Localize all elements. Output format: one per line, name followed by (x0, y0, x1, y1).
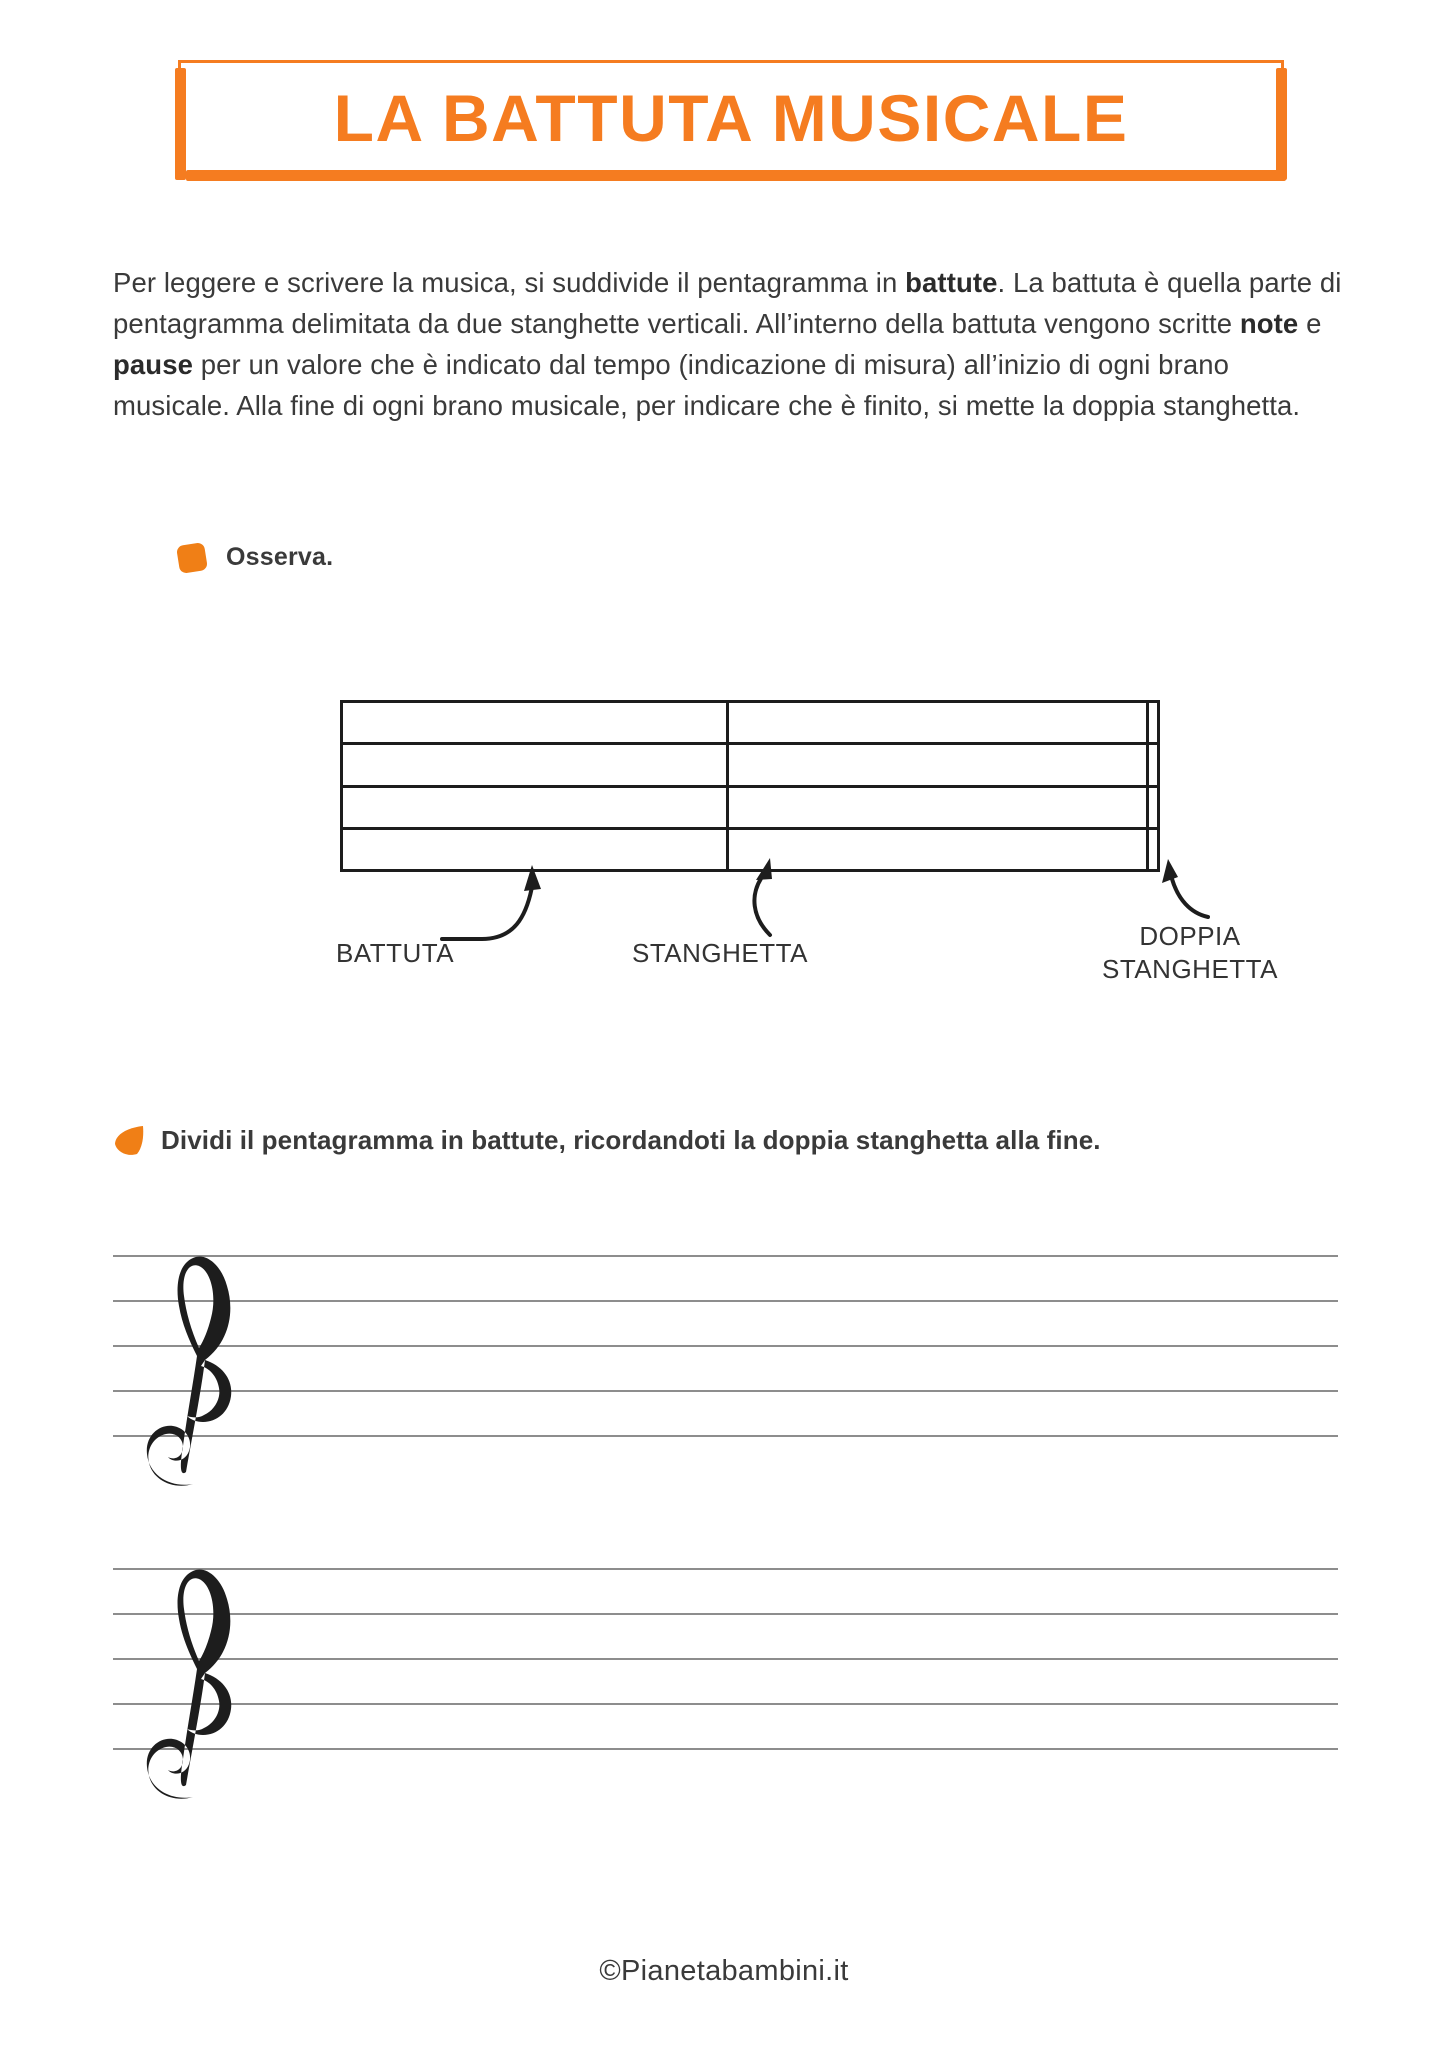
staff-line (113, 1345, 1338, 1347)
staff-line (113, 1568, 1338, 1570)
staff-line (340, 742, 1160, 745)
arrow-path-battuta (442, 887, 532, 939)
practice-staff-2[interactable] (113, 1568, 1338, 1748)
staff-line (113, 1255, 1338, 1257)
arrow-path-doppia (1172, 879, 1208, 917)
intro-text-part-1: Per leggere e scrivere la musica, si suddivide il pentagramma in (113, 267, 906, 298)
double-barline-second (1157, 700, 1160, 872)
staff-line (113, 1390, 1338, 1392)
example-staff-diagram (340, 700, 1170, 880)
intro-paragraph (113, 262, 1343, 426)
arrow-head-stanghetta (756, 858, 772, 880)
staff-line (113, 1435, 1338, 1437)
staff-line (113, 1748, 1338, 1750)
arrow-head-doppia (1162, 859, 1178, 883)
observe-section-header (178, 543, 333, 572)
staff-line (113, 1613, 1338, 1615)
label-stanghetta: STANGHETTA (632, 938, 808, 968)
staff-line (113, 1658, 1338, 1660)
intro-bold-note: note (1239, 308, 1299, 339)
staff-line (113, 1300, 1338, 1302)
staff-line (340, 827, 1160, 830)
intro-bold-pause: pause (113, 349, 193, 380)
intro-text-conjunction: e (1298, 308, 1322, 339)
barline-middle (726, 700, 729, 872)
intro-bold-battute: battute (905, 267, 998, 298)
label-doppia-line-2: STANGHETTA (1102, 954, 1278, 984)
double-barline-first (1146, 700, 1149, 872)
arrow-path-stanghetta (754, 877, 770, 935)
label-doppia-line-1: DOPPIA (1139, 921, 1241, 951)
practice-staff-1[interactable] (113, 1255, 1338, 1435)
intro-text-part-2: . La battuta è quella parte di pentagramma delimitata da due stanghette verticali. All’interno della battuta vengono scritte (113, 267, 1342, 339)
observe-label: Osserva. (226, 543, 334, 571)
arrow-head-battuta (524, 865, 541, 891)
staff-line (113, 1703, 1338, 1705)
treble-clef-icon (131, 1513, 241, 1803)
exercise-instruction-label: Dividi il pentagramma in battute, ricordandoti la doppia stanghetta alla fine. (161, 1124, 1101, 1155)
diagram-staff (340, 700, 1160, 872)
footer-credit: ©Pianetabambini.it (599, 1955, 849, 1987)
label-battuta: BATTUTA (336, 938, 455, 968)
label-doppia-stanghetta (1090, 920, 1290, 986)
staff-line (340, 700, 1160, 703)
barline-start (340, 700, 343, 872)
square-bullet-icon (176, 541, 208, 573)
page-title: LA BATTUTA MUSICALE (333, 80, 1129, 155)
intro-text-part-3: per un valore che è indicato dal tempo (indicazione di misura) all’inizio di ogni brano musicale. Alla fine di ogni brano musicale, per indicare che è finito, si mette la doppia stanghetta. (113, 349, 1301, 421)
exercise-instruction-row (113, 1124, 1101, 1156)
staff-line (340, 785, 1160, 788)
treble-clef-icon (131, 1200, 241, 1490)
triangle-bullet-icon (113, 1124, 147, 1156)
title-banner (178, 60, 1284, 175)
